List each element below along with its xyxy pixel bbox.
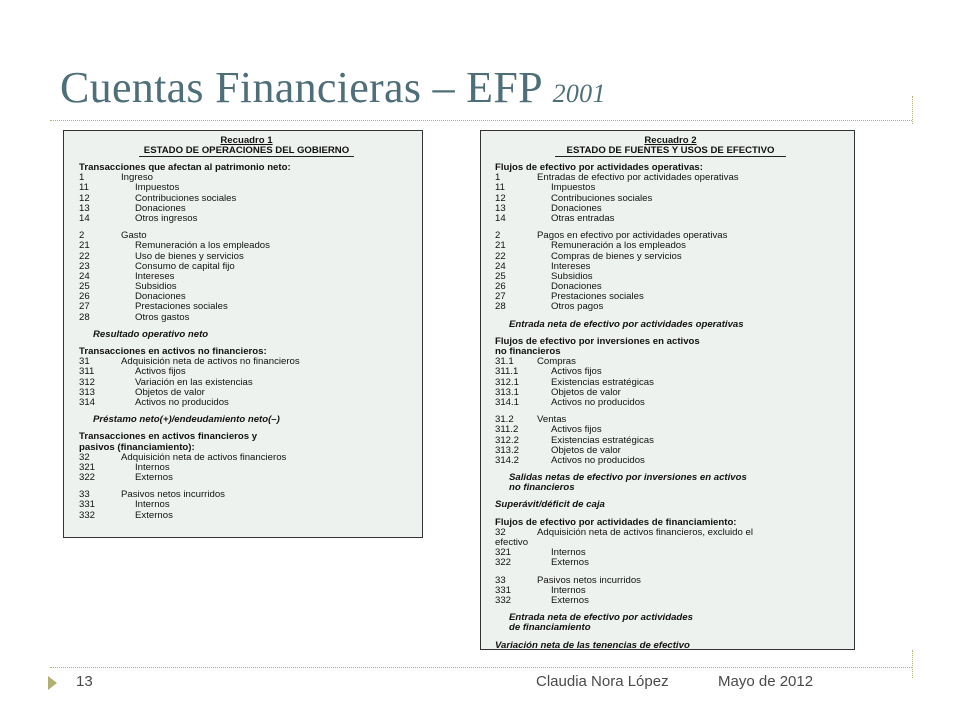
line-text: Existencias estratégicas [551,376,654,388]
line-code: 21 [495,240,506,252]
line-code: 28 [495,301,506,313]
recuadro-2-header [495,136,846,157]
recuadro-2-panel [480,130,855,650]
line-text: Ingreso [121,172,153,184]
line-code: 12 [79,192,90,204]
line-text: Pagos en efectivo por actividades operativas [537,230,728,242]
statement-line [79,313,414,323]
line-text: no financieros [509,482,575,494]
line-code: 13 [495,202,506,214]
line-text: Compras de bienes y servicios [551,250,682,262]
page-number: 13 [76,673,93,690]
line-text: Transacciones en activos financieros y [79,431,258,443]
statement-line [495,456,846,466]
line-code: 2 [79,230,85,242]
statement-line [79,415,414,425]
line-text: Internos [135,499,170,511]
line-code: 14 [495,212,506,224]
line-text: Variación en las existencias [135,376,253,388]
line-text: Externos [551,594,589,606]
line-text: Otras entradas [551,212,615,224]
line-text: Ventas [537,414,567,426]
statement-line [495,641,846,651]
line-text: Externos [551,557,589,569]
line-code: 25 [79,281,90,293]
footer-author: Claudia Nora López [536,673,669,690]
line-text: Transacciones en activos no financieros: [79,346,267,357]
statement-line [495,528,846,538]
statement-line [495,214,846,224]
line-text: Compras [537,356,576,368]
line-code: 32 [495,526,506,538]
line-text: Activos no producidos [551,454,645,466]
line-text: no financieros [495,346,561,357]
line-text: Intereses [135,270,175,282]
line-text: Intereses [551,260,591,272]
line-code: 11 [495,182,505,194]
line-text: Adquisición neta de activos financieros, excluido el [537,526,753,538]
line-text: Otros gastos [135,311,190,323]
statement-line [495,596,846,606]
line-text: pasivos (financiamiento): [79,441,195,453]
line-text: Consumo de capital fijo [135,260,235,272]
line-text: Variación neta de las tenencias de efectivo [495,639,690,650]
recuadro-2-lines [495,163,846,650]
line-text: Internos [135,461,170,473]
line-text: de financiamiento [509,622,591,634]
line-code: 27 [79,301,90,313]
bottom-divider [50,667,912,668]
line-text: Prestaciones sociales [135,301,228,313]
line-code: 332 [79,509,96,521]
recuadro-2-number: Recuadro 2 [644,135,697,146]
recuadro-1-number: Recuadro 1 [220,135,273,146]
line-code: 314.1 [495,396,520,408]
line-code: 322 [79,472,96,484]
line-code: 312.2 [495,434,520,446]
line-code: 313.1 [495,386,520,398]
line-text: Impuestos [551,182,596,194]
line-text: Donaciones [551,281,602,293]
line-code: 321 [495,547,512,559]
line-code: 11 [79,182,89,194]
line-text: Transacciones que afectan al patrimonio neto: [79,162,291,173]
statement-line [495,302,846,312]
line-code: 12 [495,192,506,204]
line-text: Pasivos netos incurridos [537,574,641,586]
line-text: Flujos de efectivo por inversiones en activos [495,335,700,347]
line-text: Flujos de efectivo por actividades de financiamiento: [495,516,737,528]
line-text: Contribuciones sociales [135,192,237,204]
line-text: Activos fijos [551,366,602,378]
line-text: Activos no producidos [551,396,645,408]
line-code: 14 [79,212,90,224]
line-text: Donaciones [135,202,186,214]
line-text: Existencias estratégicas [551,434,654,446]
line-code: 332 [495,594,512,606]
line-code: 22 [495,250,506,262]
line-code: 314 [79,396,96,408]
statement-line [79,473,414,483]
line-text: Otros pagos [551,301,604,313]
line-code: 1 [495,172,501,184]
line-code: 22 [79,250,90,262]
line-code: 311.1 [495,366,519,378]
line-code: 331 [79,499,96,511]
line-text: Uso de bienes y servicios [135,250,244,262]
line-text: Subsidios [551,270,593,282]
line-code: 26 [495,281,506,293]
line-code: 321 [79,461,96,473]
line-text: Internos [551,584,586,596]
line-text: Activos fijos [551,424,602,436]
line-text: Salidas netas de efectivo por inversiones en activos [509,472,747,484]
line-code: 311 [79,366,95,378]
line-text: Resultado operativo neto [93,328,209,340]
line-text: Prestaciones sociales [551,291,644,303]
line-text: Pasivos netos incurridos [121,489,225,501]
line-code: 312 [79,376,96,388]
statement-line [495,425,846,435]
line-code: 31 [79,356,90,368]
line-code: 33 [495,574,506,586]
line-text: Remuneración a los empleados [551,240,686,252]
recuadro-2-title: ESTADO DE FUENTES Y USOS DE EFECTIVO [555,146,786,157]
recuadro-1-lines [79,163,414,521]
statement-line [79,511,414,521]
line-code: 28 [79,311,90,323]
line-text: efectivo [495,537,529,548]
line-code: 25 [495,270,506,282]
line-text: Flujos de efectivo por actividades operativas: [495,162,703,173]
statement-line [495,320,846,330]
line-text: Gasto [121,230,147,242]
line-code: 24 [79,270,90,282]
top-divider [50,120,912,121]
line-text: Adquisición neta de activos financieros [121,451,287,463]
line-text: Activos fijos [135,366,186,378]
statement-line [495,500,846,510]
line-code: 21 [79,240,90,252]
line-code: 312.1 [495,376,520,388]
line-code: 24 [495,260,506,272]
line-text: Donaciones [551,202,602,214]
top-right-divider [912,96,913,124]
line-text: Impuestos [135,182,180,194]
statement-line [495,558,846,568]
line-text: Objetos de valor [551,444,621,456]
footer-date: Mayo de 2012 [718,673,814,690]
slide-title [60,62,606,113]
line-code: 313.2 [495,444,520,456]
line-code: 1 [79,172,85,184]
recuadro-1-header [79,136,414,157]
statement-line [79,398,414,408]
statement-line [79,330,414,340]
line-code: 331 [495,584,512,596]
line-text: Internos [551,547,586,559]
line-text: Superávit/déficit de caja [495,499,605,511]
line-text: Donaciones [135,291,186,303]
line-code: 26 [79,291,90,303]
line-text: Otros ingresos [135,212,198,224]
line-code: 31.1 [495,356,514,368]
statement-line [79,214,414,224]
line-text: Externos [135,509,173,521]
statement-line [495,623,846,633]
line-code: 23 [79,260,90,272]
line-text: Entrada neta de efectivo por actividades [509,612,693,624]
slide-title-text: Cuentas Financieras – EFP [60,63,542,112]
line-code: 33 [79,489,90,501]
recuadro-1-panel [63,130,423,538]
statement-line [495,398,846,408]
line-text: Contribuciones sociales [551,192,653,204]
line-text: Externos [135,472,173,484]
line-code: 32 [79,451,90,463]
line-text: Objetos de valor [135,386,205,398]
line-text: Remuneración a los empleados [135,240,270,252]
statement-line [495,483,846,493]
footer-bullet-icon [48,676,57,690]
line-code: 27 [495,291,506,303]
line-code: 314.2 [495,454,520,466]
line-text: Objetos de valor [551,386,621,398]
line-code: 311.2 [495,424,519,436]
recuadro-1-title: ESTADO DE OPERACIONES DEL GOBIERNO [139,146,354,157]
slide-title-year: 2001 [552,79,606,108]
statement-line [495,241,846,251]
statement-line [79,241,414,251]
line-code: 322 [495,557,512,569]
line-text: Entradas de efectivo por actividades operativas [537,172,739,184]
line-code: 13 [79,202,90,214]
line-text: Entrada neta de efectivo por actividades operativas [509,318,744,330]
line-text: Adquisición neta de activos no financieros [121,356,300,368]
line-text: Préstamo neto(+)/endeudamiento neto(–) [93,414,280,426]
line-text: Subsidios [135,281,177,293]
line-code: 2 [495,230,501,242]
line-text: Activos no producidos [135,396,229,408]
line-code: 31.2 [495,414,514,426]
line-code: 313 [79,386,96,398]
bottom-right-divider [912,650,913,678]
